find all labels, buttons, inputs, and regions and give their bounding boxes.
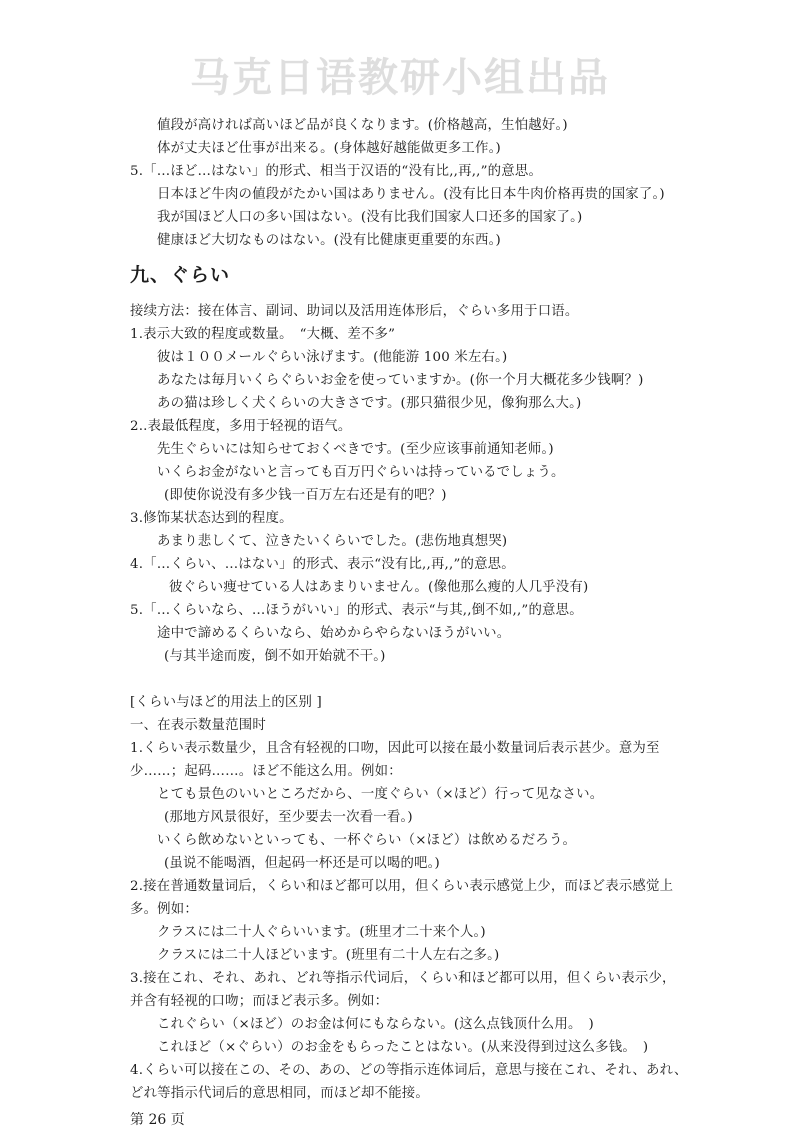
text-line: 先生ぐらいには知らせておくべきです。(至少应该事前通知老师。): [157, 442, 554, 457]
text-line: 我が国ほど人口の多い国はない。(没有比我们国家人口还多的国家了。): [157, 210, 583, 225]
text-line: 4.「…くらい、…はない」的形式、表示“没有比,,再,,”的意思。: [130, 557, 515, 572]
text-line: あまり悲しくて、泣きたいくらいでした。(悲伤地真想哭): [157, 534, 508, 549]
text-line: あの猫は珍しく犬くらいの大きさです。(那只猫很少见，像狗那么大。): [157, 396, 582, 411]
text-line: いくらお金がないと言っても百万円ぐらいは持っているでしょう。: [157, 465, 565, 480]
text-line: 彼は１００メールぐらい泳げます。(他能游 100 米左右。): [157, 350, 508, 365]
text-line: これぐらい（×ほど）のお金は何にもならない。(这么点钱顶什么用。 ): [157, 1017, 594, 1032]
text-line: 健康ほど大切なものはない。(没有比健康更重要的东西。): [157, 233, 501, 248]
text-line: これほど（×ぐらい）のお金をもらったことはない。(从来没得到过这么多钱。 ): [157, 1040, 649, 1055]
text-line: 3.接在これ、それ、あれ、どれ等指示代词后，くらい和ほど都可以用，但くらい表示少，: [130, 971, 676, 986]
text-line: いくら飲めないといっても、一杯ぐらい（×ほど）は飲めるだろう。: [157, 833, 577, 848]
text-line: 并含有轻视的口吻；而ほど表示多。例如：: [130, 994, 389, 1009]
text-line: (与其半途而废，倒不如开始就不干。): [164, 649, 386, 664]
text-line: (那地方风景很好，至少要去一次看一看。): [164, 810, 413, 825]
text-line: 4.くらい可以接在この、その、あの、どの等指示连体词后，意思与接在これ、それ、あれ、: [130, 1063, 688, 1078]
text-line: 値段が高ければ高いほど品が良くなります。(价格越高，生怕越好。): [157, 118, 568, 133]
watermark: 马克日语教研小组出品: [190, 55, 610, 101]
text-line: 日本ほど牛肉の値段がたかい国はありません。(没有比日本牛肉价格再贵的国家了。): [157, 187, 665, 202]
text-line: 多。例如：: [130, 902, 198, 917]
text-line: どれ等指示代词后的意思相同，而ほど却不能接。: [130, 1086, 429, 1101]
page-number: 第 26 页: [130, 1112, 185, 1128]
text-line: クラスには二十人ほどいます。(班里有二十人左右之多。): [157, 948, 500, 963]
text-line: 接续方法：接在体言、副词、助词以及活用连体形后，ぐらい多用于口语。: [130, 304, 579, 319]
text-line: 2.接在普通数量词后，くらい和ほど都可以用，但くらい表示感觉上少，而ほど表示感觉上: [130, 879, 674, 894]
text-line: 5.「…くらいなら、…ほうがいい」的形式、表示“与其,,倒不如,,”的意思。: [130, 603, 583, 618]
text-line: 少……；起码……。ほど不能这么用。例如：: [130, 764, 402, 779]
text-line: あなたは毎月いくらぐらいお金を使っていますか。(你一个月大概花多少钱啊？): [157, 373, 644, 388]
text-line: 体が丈夫ほど仕事が出来る。(身体越好越能做更多工作。): [157, 141, 501, 156]
text-line: 一、在表示数量范围时: [130, 718, 266, 733]
text-line: 途中で諦めるくらいなら、始めからやらないほうがいい。: [157, 626, 511, 641]
text-line: (虽说不能喝酒，但起码一杯还是可以喝的吧。): [164, 856, 440, 871]
text-line: 5.「…ほど…はない」的形式、相当于汉语的“没有比,,再,,”的意思。: [130, 164, 543, 179]
text-line: とても景色のいいところだから、一度ぐらい（×ほど）行って见なさい。: [157, 787, 604, 802]
text-line: 1.くらい表示数量少，且含有轻视的口吻，因此可以接在最小数量词后表示甚少。意为至: [130, 741, 660, 756]
text-line: 3.修饰某状态达到的程度。: [130, 511, 293, 526]
text-line: (即使你说没有多少钱一百万左右还是有的吧？): [164, 488, 447, 503]
text-line: クラスには二十人ぐらいいます。(班里才二十来个人。): [157, 925, 486, 940]
text-line: [くらい与ほど的用法上的区别 ]: [130, 695, 322, 710]
text-line: 2..表最低程度，多用于轻视的语气。: [130, 419, 352, 434]
text-line: 1.表示大致的程度或数量。 “大概、差不多”: [130, 327, 396, 342]
section-heading: 九、ぐらい: [130, 264, 231, 286]
text-line: 彼ぐらい痩せている人はあまりいません。(像他那么瘦的人几乎没有): [169, 580, 589, 595]
